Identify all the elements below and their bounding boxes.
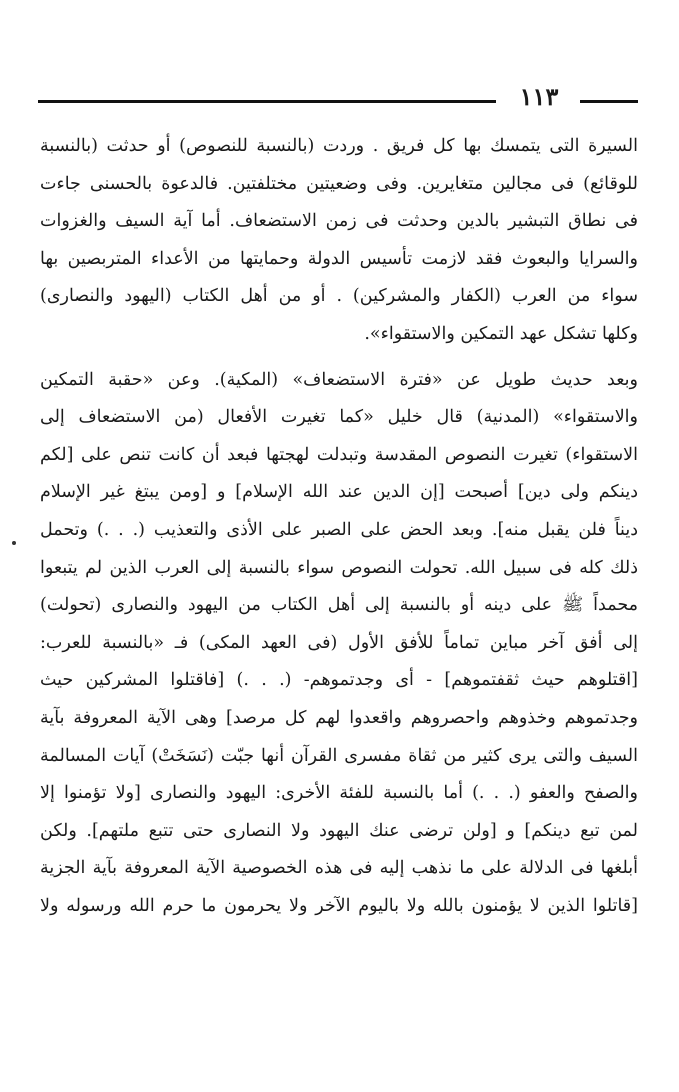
text-line: وكلها تشكل عهد التمكين والاستقواء». — [364, 323, 638, 344]
text-line: السيف والتى يرى كثير من ثقاة مفسرى القرآن أنها جبّت (نَسَخَتْ) آيات المسالمة — [40, 745, 638, 766]
text-line: والصفح والعفو (. . .) أما بالنسبة للفئة الأخرى: اليهود والنصارى [ولا تؤمنوا إلا — [40, 783, 638, 804]
text-line: لمن تبع دينكم] و [ولن ترضى عنك اليهود ولا النصارى حتى تتبع ملتهم]. ولكن — [40, 820, 638, 841]
text-line: والاستقواء» (المدنية) قال خليل «كما تغيرت الأفعال (من الاستضعاف إلى — [40, 407, 638, 428]
text-line: فى نطاق التبشير بالدين وحدثت فى زمن الاستضعاف. أما آية السيف والغزوات — [40, 211, 638, 232]
text-line: أبلغها فى الدلالة على ما نذهب إليه فى هذه الخصوصية الآية المعروفة بآية الجزية — [40, 858, 638, 879]
text-line: وبعد حديث طويل عن «فترة الاستضعاف» (المكية). وعن «حقبة التمكين — [40, 369, 638, 390]
text-line: دينكم ولى دين] أصبحت [إن الدين عند الله الإسلام] و [ومن يبتغ غير الإسلام — [40, 482, 638, 503]
text-line: ذلك كله فى سبيل الله. تحولت النصوص سواء بالنسبة إلى العرب الذين لم يتبعوا — [40, 557, 638, 578]
header-rule-short — [580, 100, 638, 103]
text-line: [قاتلوا الذين لا يؤمنون بالله ولا باليوم الآخر ولا يحرمون ما حرم الله ورسوله ولا — [40, 895, 638, 916]
page-header — [38, 82, 638, 114]
text-line: الاستقواء) تغيرت النصوص المقدسة وتبدلت لهجتها فبعد أن كانت تنص على [لكم — [40, 444, 638, 465]
paragraph-1 — [40, 128, 638, 354]
text-line: السيرة التى يتمسك بها كل فريق . وردت (بالنسبة للنصوص) أو حدثت (بالنسبة — [40, 136, 638, 156]
text-line: سواء من العرب (الكفار والمشركين) . أو من أهل الكتاب (اليهود والنصارى) — [40, 286, 638, 307]
body-text — [40, 128, 638, 925]
text-line: والسرايا والبعوث فقد لازمت تأسيس الدولة وحمايتها من الأعداء المتربصين بها — [40, 248, 638, 269]
header-rule-long — [38, 100, 496, 103]
text-line: وجدتموهم وخذوهم واحصروهم واقعدوا لهم كل مرصد] وهى الآية المعروفة بآية — [40, 707, 638, 728]
paragraph-2 — [40, 362, 638, 926]
page-number: ١١٣ — [519, 82, 559, 111]
text-line: إلى أفق آخر مباين تماماً للأفق الأول (فى العهد المكى) فـ «بالنسبة للعرب: — [40, 632, 638, 653]
paragraph-gap — [40, 354, 638, 362]
text-line: ديناً فلن يقبل منه]. وبعد الحض على الصبر على الأذى والتعذيب (. . .) وتحمل — [40, 519, 638, 540]
text-line: [اقتلوهم حيث ثقفتموهم] - أى وجدتموهم- (. . .) [فاقتلوا المشركين حيث — [40, 670, 638, 691]
text-line: للوقائع) فى مجالين متغايرين. وفى وضعيتين مختلفتين. فالدعوة بالحسنى جاءت — [40, 173, 638, 194]
margin-dot — [12, 541, 16, 545]
text-line: محمداً ﷺ على دينه أو بالنسبة إلى أهل الكتاب من اليهود والنصارى (تحولت) — [40, 595, 638, 616]
